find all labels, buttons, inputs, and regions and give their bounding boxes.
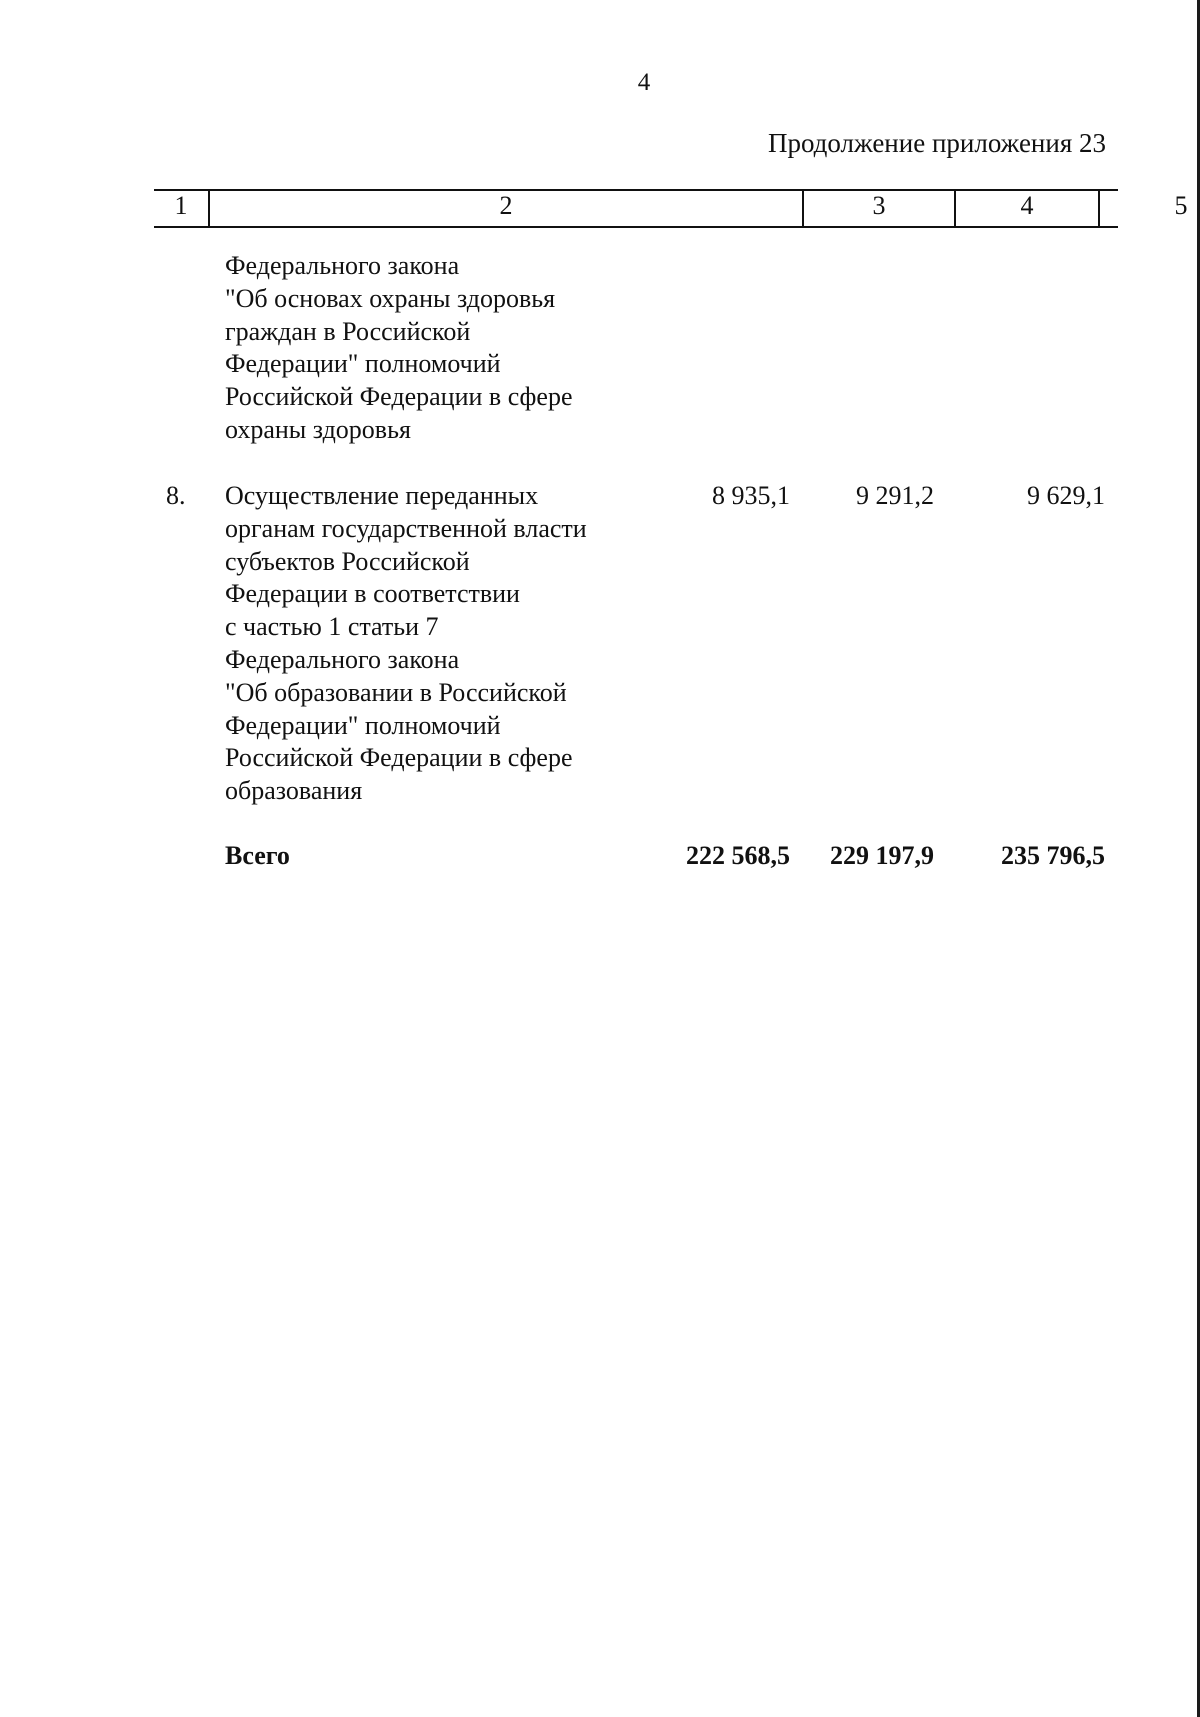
header-cell-5: 5 bbox=[1174, 191, 1188, 220]
description-line: с частью 1 статьи 7 bbox=[225, 612, 439, 642]
description-line: Федерального закона bbox=[225, 644, 460, 674]
continuation-title: Продолжение приложения 23 bbox=[767, 128, 1106, 158]
description-line: образования bbox=[225, 776, 363, 806]
header-cell-4: 4 bbox=[956, 191, 1100, 226]
description-line: Осуществление переданных bbox=[225, 481, 539, 510]
value-col3: 8 935,1 bbox=[712, 481, 790, 510]
row-number: 8. bbox=[166, 481, 186, 510]
table-row-continued bbox=[0, 250, 1200, 480]
description-line: Федерации" полномочий bbox=[225, 349, 501, 379]
table-row-8 bbox=[0, 480, 1200, 840]
description-line: "Об основах охраны здоровья bbox=[225, 283, 556, 313]
header-cell-2: 2 bbox=[210, 191, 804, 226]
total-col3: 222 568,5 bbox=[686, 841, 790, 870]
row-description bbox=[225, 250, 645, 447]
description-line: Российской Федерации в сфере bbox=[225, 743, 573, 773]
description-line: граждан в Российской bbox=[225, 316, 471, 346]
description-line: органам государственной власти bbox=[225, 513, 587, 543]
value-col5: 9 629,1 bbox=[1027, 481, 1105, 510]
total-col4: 229 197,9 bbox=[830, 841, 934, 870]
description-line: Федерального закона bbox=[225, 251, 460, 280]
table-body bbox=[0, 250, 1200, 880]
description-line: Федерации в соответствии bbox=[225, 579, 520, 609]
header-cell-3: 3 bbox=[804, 191, 956, 226]
description-line: "Об образовании в Российской bbox=[225, 677, 567, 707]
total-label: Всего bbox=[225, 841, 290, 870]
table-header-row bbox=[154, 189, 1188, 228]
page-number: 4 bbox=[637, 69, 651, 96]
total-col5: 235 796,5 bbox=[1001, 841, 1105, 870]
description-line: Федерации" полномочий bbox=[225, 710, 501, 740]
description-line: субъектов Российской bbox=[225, 546, 470, 576]
description-line: Российской Федерации в сфере bbox=[225, 382, 573, 412]
description-line: охраны здоровья bbox=[225, 414, 411, 444]
table-row-total bbox=[0, 840, 1200, 880]
header-cell-1: 1 bbox=[154, 191, 210, 226]
row-description bbox=[225, 480, 645, 808]
value-col4: 9 291,2 bbox=[856, 481, 934, 510]
